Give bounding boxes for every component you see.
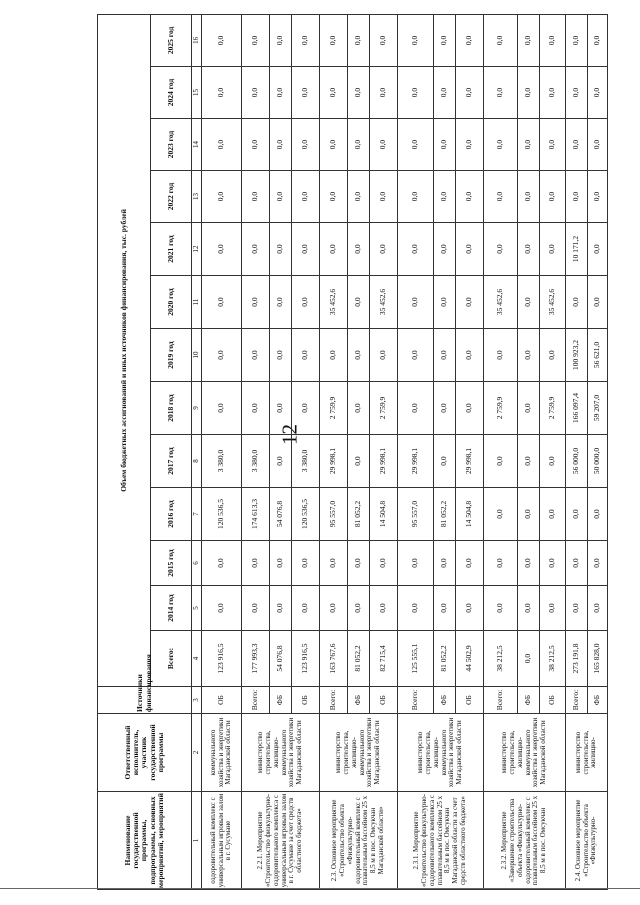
year-value-cell: 0,0 — [456, 171, 484, 223]
year-value-cell: 0,0 — [202, 586, 242, 631]
header-year: 2025 год — [151, 14, 192, 66]
year-value-cell: 35 452,6 — [320, 276, 348, 329]
year-value-cell: 0,0 — [370, 119, 398, 171]
year-value-cell: 0,0 — [540, 435, 566, 488]
year-value-cell: 59 207,0 — [588, 382, 608, 435]
year-value-cell: 0,0 — [292, 14, 320, 66]
year-value-cell: 0,0 — [242, 541, 270, 586]
financing-table — [97, 14, 608, 890]
year-value-cell: 14 504,8 — [456, 488, 484, 541]
year-value-cell: 0,0 — [292, 276, 320, 329]
year-value-cell: 0,0 — [270, 119, 292, 171]
year-value-cell: 0,0 — [518, 67, 540, 119]
source-cell: ФБ — [588, 687, 608, 714]
year-value-cell: 120 536,5 — [202, 488, 242, 541]
header-year: 2024 год — [151, 67, 192, 119]
column-number: 12 — [192, 223, 202, 276]
total-value-cell: 82 715,4 — [370, 631, 398, 687]
column-number: 15 — [192, 67, 202, 119]
year-value-cell: 0,0 — [456, 541, 484, 586]
year-value-cell: 0,0 — [320, 14, 348, 66]
total-value-cell: 125 555,1 — [398, 631, 434, 687]
year-value-cell: 0,0 — [292, 171, 320, 223]
year-value-cell: 0,0 — [540, 119, 566, 171]
year-value-cell: 0,0 — [588, 586, 608, 631]
year-value-cell: 0,0 — [348, 435, 370, 488]
year-value-cell: 0,0 — [518, 171, 540, 223]
year-value-cell: 0,0 — [348, 67, 370, 119]
year-value-cell: 0,0 — [518, 488, 540, 541]
year-value-cell: 0,0 — [434, 586, 456, 631]
header-name: Наименование государственной программы, подпрограммы, основных мероприятий, мероприятий — [98, 792, 192, 890]
year-value-cell: 3 380,0 — [292, 435, 320, 488]
year-value-cell: 0,0 — [242, 14, 270, 66]
year-value-cell: 0,0 — [540, 586, 566, 631]
year-value-cell: 0,0 — [456, 586, 484, 631]
year-value-cell: 0,0 — [484, 541, 518, 586]
year-value-cell: 0,0 — [270, 435, 292, 488]
total-value-cell: 273 191,8 — [566, 631, 588, 687]
year-value-cell: 0,0 — [484, 223, 518, 276]
year-value-cell: 0,0 — [456, 329, 484, 382]
source-cell: Всего: — [242, 687, 270, 714]
year-value-cell: 0,0 — [566, 171, 588, 223]
year-value-cell: 0,0 — [540, 67, 566, 119]
table-body — [202, 14, 608, 889]
table-row — [320, 14, 348, 889]
total-value-cell: 163 767,6 — [320, 631, 348, 687]
year-value-cell: 0,0 — [456, 14, 484, 66]
year-value-cell: 100 923,2 — [566, 329, 588, 382]
column-number: 10 — [192, 329, 202, 382]
year-value-cell: 0,0 — [348, 171, 370, 223]
year-value-cell: 0,0 — [320, 541, 348, 586]
year-value-cell: 0,0 — [348, 119, 370, 171]
year-value-cell: 0,0 — [348, 541, 370, 586]
program-name-cell: 2.3. Основное мероприятие «Строительство объекта «Физкультурно-оздоровительный комплекс с плавательным бассейном 25 х 8,5 м в пос. Омсукчан Магаданской области» — [320, 792, 398, 890]
year-value-cell: 0,0 — [566, 488, 588, 541]
responsible-cell: министерство строительства, жилищно-коммунального хозяйства и энергетики Магаданской области — [398, 714, 484, 792]
year-value-cell: 0,0 — [202, 171, 242, 223]
page-number: 12 — [277, 424, 302, 445]
header-year: 2022 год — [151, 171, 192, 223]
source-cell: ОБ — [456, 687, 484, 714]
year-value-cell: 0,0 — [242, 382, 270, 435]
year-value-cell: 0,0 — [540, 223, 566, 276]
year-value-cell: 29 998,1 — [456, 435, 484, 488]
year-value-cell: 0,0 — [202, 329, 242, 382]
year-value-cell: 0,0 — [588, 67, 608, 119]
year-value-cell: 0,0 — [348, 382, 370, 435]
year-value-cell: 0,0 — [456, 382, 484, 435]
column-number: 3 — [192, 687, 202, 714]
year-value-cell: 0,0 — [518, 14, 540, 66]
year-value-cell: 0,0 — [456, 276, 484, 329]
column-number: 9 — [192, 382, 202, 435]
header-year: 2019 год — [151, 329, 192, 382]
table-row — [242, 14, 270, 889]
year-value-cell: 0,0 — [434, 435, 456, 488]
year-value-cell: 0,0 — [398, 541, 434, 586]
year-value-cell: 0,0 — [370, 14, 398, 66]
year-value-cell: 174 613,3 — [242, 488, 270, 541]
year-value-cell: 0,0 — [370, 171, 398, 223]
year-value-cell: 0,0 — [484, 586, 518, 631]
year-value-cell: 0,0 — [370, 329, 398, 382]
header-responsible: Ответственный исполнитель, участник государственной программы — [98, 714, 192, 792]
year-value-cell: 0,0 — [518, 586, 540, 631]
year-value-cell: 0,0 — [484, 329, 518, 382]
year-value-cell: 0,0 — [348, 329, 370, 382]
header-source: Источники финансирования — [98, 687, 192, 714]
year-value-cell: 0,0 — [320, 329, 348, 382]
year-value-cell: 0,0 — [398, 586, 434, 631]
year-value-cell: 0,0 — [202, 382, 242, 435]
year-value-cell: 0,0 — [270, 382, 292, 435]
year-value-cell: 0,0 — [566, 67, 588, 119]
year-value-cell: 0,0 — [242, 329, 270, 382]
total-value-cell: 81 052,2 — [434, 631, 456, 687]
column-number: 11 — [192, 276, 202, 329]
year-value-cell: 35 452,6 — [370, 276, 398, 329]
year-value-cell: 0,0 — [518, 119, 540, 171]
year-value-cell: 54 076,8 — [270, 488, 292, 541]
year-value-cell: 0,0 — [484, 435, 518, 488]
source-cell: ОБ — [540, 687, 566, 714]
header-funding: Объем бюджетных ассигнований и иных источников финансирования, тыс. рублей — [98, 14, 151, 686]
year-value-cell: 2 759,9 — [370, 382, 398, 435]
responsible-cell: министерство строительства, жилищно-коммунального хозяйства и энергетики Магаданской области — [242, 714, 320, 792]
year-value-cell: 10 171,2 — [566, 223, 588, 276]
year-value-cell: 0,0 — [202, 223, 242, 276]
year-value-cell: 0,0 — [518, 276, 540, 329]
year-value-cell: 0,0 — [566, 586, 588, 631]
year-value-cell: 0,0 — [434, 329, 456, 382]
total-value-cell: 165 828,0 — [588, 631, 608, 687]
year-value-cell: 0,0 — [484, 171, 518, 223]
table-row — [566, 14, 588, 889]
responsible-cell: министерство строительства, жилищно-коммунального хозяйства и энергетики Магаданской области — [320, 714, 398, 792]
year-value-cell: 0,0 — [588, 488, 608, 541]
source-cell: ФБ — [434, 687, 456, 714]
year-value-cell: 2 759,9 — [320, 382, 348, 435]
total-value-cell: 44 502,9 — [456, 631, 484, 687]
year-value-cell: 0,0 — [398, 223, 434, 276]
year-value-cell: 0,0 — [202, 67, 242, 119]
year-value-cell: 0,0 — [518, 223, 540, 276]
year-value-cell: 0,0 — [398, 329, 434, 382]
year-value-cell: 0,0 — [370, 586, 398, 631]
column-number: 4 — [192, 631, 202, 687]
year-value-cell: 0,0 — [348, 14, 370, 66]
year-value-cell: 0,0 — [456, 119, 484, 171]
program-name-cell: 2.2.1. Мероприятие «Строительство физкультурно-оздоровительного комплекса с универсальным игровым залом в г. Сусумане за счет средств областного бюджета» — [242, 792, 320, 890]
year-value-cell: 0,0 — [434, 541, 456, 586]
total-value-cell: 123 916,5 — [292, 631, 320, 687]
header-year: 2020 год — [151, 276, 192, 329]
year-value-cell: 0,0 — [348, 586, 370, 631]
year-value-cell: 0,0 — [540, 14, 566, 66]
year-value-cell: 0,0 — [588, 541, 608, 586]
header-year: 2016 год — [151, 488, 192, 541]
responsible-cell: министерство строительства, жилищно-коммунального хозяйства и энергетики Магаданской области — [484, 714, 566, 792]
year-value-cell: 0,0 — [320, 586, 348, 631]
year-value-cell: 81 052,2 — [434, 488, 456, 541]
year-value-cell: 0,0 — [540, 488, 566, 541]
total-value-cell: 38 212,5 — [484, 631, 518, 687]
source-cell: ОБ — [292, 687, 320, 714]
year-value-cell: 0,0 — [270, 329, 292, 382]
header-year: 2018 год — [151, 382, 192, 435]
bottom-rule — [0, 888, 640, 889]
program-name-cell: 2.3.1. Мероприятие «Строительство физкультурно-оздоровительного комплекса с плавательным бассейном 25 х 8,5 м в пос. Омсукчан Магаданской области за счет средств областного бюджета» — [398, 792, 484, 890]
year-value-cell: 0,0 — [484, 488, 518, 541]
header-year: 2014 год — [151, 586, 192, 631]
year-value-cell: 0,0 — [484, 119, 518, 171]
source-cell: Всего: — [320, 687, 348, 714]
year-value-cell: 0,0 — [202, 119, 242, 171]
source-cell: Всего: — [484, 687, 518, 714]
year-value-cell: 0,0 — [540, 171, 566, 223]
year-value-cell: 29 998,1 — [320, 435, 348, 488]
header-year: 2021 год — [151, 223, 192, 276]
year-value-cell: 81 052,2 — [348, 488, 370, 541]
year-value-cell: 0,0 — [456, 67, 484, 119]
header-total: Всего: — [151, 631, 192, 687]
program-name-cell: оздоровительный комплекс с универсальным игровым залом в г. Сусумане — [202, 792, 242, 890]
column-number: 7 — [192, 488, 202, 541]
column-number: 1 — [192, 792, 202, 890]
source-cell: Всего: — [566, 687, 588, 714]
year-value-cell: 3 380,0 — [242, 435, 270, 488]
table-row — [202, 14, 242, 889]
year-value-cell: 0,0 — [370, 67, 398, 119]
source-cell: Всего: — [398, 687, 434, 714]
year-value-cell: 0,0 — [292, 586, 320, 631]
year-value-cell: 0,0 — [292, 541, 320, 586]
year-value-cell: 56 621,0 — [588, 329, 608, 382]
year-value-cell: 0,0 — [398, 276, 434, 329]
year-value-cell: 0,0 — [434, 223, 456, 276]
total-value-cell: 123 916,5 — [202, 631, 242, 687]
year-value-cell: 0,0 — [518, 382, 540, 435]
year-value-cell: 35 452,6 — [540, 276, 566, 329]
year-value-cell: 0,0 — [566, 276, 588, 329]
year-value-cell: 0,0 — [348, 276, 370, 329]
source-cell: ФБ — [270, 687, 292, 714]
year-value-cell: 0,0 — [292, 329, 320, 382]
total-value-cell: 177 993,3 — [242, 631, 270, 687]
year-value-cell: 14 504,8 — [370, 488, 398, 541]
year-value-cell: 0,0 — [434, 171, 456, 223]
year-value-cell: 0,0 — [434, 276, 456, 329]
year-value-cell: 0,0 — [588, 276, 608, 329]
year-value-cell: 0,0 — [398, 119, 434, 171]
year-value-cell: 0,0 — [588, 223, 608, 276]
year-value-cell: 0,0 — [202, 541, 242, 586]
year-value-cell: 0,0 — [566, 14, 588, 66]
header-year: 2015 год — [151, 541, 192, 586]
column-number: 5 — [192, 586, 202, 631]
year-value-cell: 0,0 — [320, 171, 348, 223]
year-value-cell: 0,0 — [518, 435, 540, 488]
year-value-cell: 35 452,6 — [484, 276, 518, 329]
year-value-cell: 0,0 — [320, 119, 348, 171]
year-value-cell: 0,0 — [242, 119, 270, 171]
year-value-cell: 0,0 — [566, 541, 588, 586]
year-value-cell: 0,0 — [242, 586, 270, 631]
source-cell: ФБ — [348, 687, 370, 714]
total-value-cell: 0,0 — [518, 631, 540, 687]
year-value-cell: 0,0 — [292, 119, 320, 171]
year-value-cell: 50 000,0 — [588, 435, 608, 488]
year-value-cell: 0,0 — [398, 382, 434, 435]
year-value-cell: 0,0 — [518, 541, 540, 586]
header-year: 2023 год — [151, 119, 192, 171]
year-value-cell: 0,0 — [348, 223, 370, 276]
year-value-cell: 0,0 — [540, 541, 566, 586]
total-value-cell: 38 212,5 — [540, 631, 566, 687]
year-value-cell: 0,0 — [202, 14, 242, 66]
year-value-cell: 0,0 — [242, 67, 270, 119]
year-value-cell: 0,0 — [540, 329, 566, 382]
program-name-cell: 2.3.2. Мероприятие «Завершение строительства объекта «Физкультурно-оздоровительный комплекс с плавательным бассейном 25 х 8,5 м в пос. Омсукчан — [484, 792, 566, 890]
year-value-cell: 95 557,0 — [320, 488, 348, 541]
year-value-cell: 0,0 — [270, 223, 292, 276]
year-value-cell: 120 536,5 — [292, 488, 320, 541]
responsible-cell: коммунального хозяйства и энергетики Магаданской области — [202, 714, 242, 792]
year-value-cell: 0,0 — [398, 14, 434, 66]
year-value-cell: 29 998,1 — [398, 435, 434, 488]
year-value-cell: 0,0 — [434, 119, 456, 171]
source-cell: ОБ — [202, 687, 242, 714]
column-number: 8 — [192, 435, 202, 488]
year-value-cell: 0,0 — [270, 171, 292, 223]
total-value-cell: 54 076,8 — [270, 631, 292, 687]
column-number: 13 — [192, 171, 202, 223]
year-value-cell: 0,0 — [270, 14, 292, 66]
table-row — [398, 14, 434, 889]
source-cell: ОБ — [370, 687, 398, 714]
year-value-cell: 2 759,9 — [484, 382, 518, 435]
year-value-cell: 0,0 — [456, 223, 484, 276]
year-value-cell: 3 380,0 — [202, 435, 242, 488]
year-value-cell: 0,0 — [398, 67, 434, 119]
year-value-cell: 0,0 — [320, 67, 348, 119]
year-value-cell: 0,0 — [566, 119, 588, 171]
year-value-cell: 0,0 — [242, 171, 270, 223]
column-number: 14 — [192, 119, 202, 171]
year-value-cell: 0,0 — [434, 382, 456, 435]
year-value-cell: 0,0 — [484, 14, 518, 66]
year-value-cell: 0,0 — [292, 67, 320, 119]
year-value-cell: 0,0 — [588, 14, 608, 66]
year-value-cell: 0,0 — [202, 276, 242, 329]
column-number: 6 — [192, 541, 202, 586]
year-value-cell: 0,0 — [242, 276, 270, 329]
header-year: 2017 год — [151, 435, 192, 488]
year-value-cell: 0,0 — [588, 171, 608, 223]
year-value-cell: 0,0 — [588, 119, 608, 171]
year-value-cell: 2 759,9 — [540, 382, 566, 435]
year-value-cell: 29 998,1 — [370, 435, 398, 488]
year-value-cell: 166 097,4 — [566, 382, 588, 435]
year-value-cell: 56 000,0 — [566, 435, 588, 488]
year-value-cell: 0,0 — [484, 67, 518, 119]
total-value-cell: 81 052,2 — [348, 631, 370, 687]
year-value-cell: 0,0 — [270, 276, 292, 329]
year-value-cell: 0,0 — [292, 223, 320, 276]
table-row — [484, 14, 518, 889]
source-cell: ФБ — [518, 687, 540, 714]
column-number: 2 — [192, 714, 202, 792]
year-value-cell: 0,0 — [434, 67, 456, 119]
year-value-cell: 0,0 — [270, 586, 292, 631]
year-value-cell: 0,0 — [320, 223, 348, 276]
year-value-cell: 95 557,0 — [398, 488, 434, 541]
responsible-cell: министерство строительства, жилищно- — [566, 714, 608, 792]
year-value-cell: 0,0 — [398, 171, 434, 223]
year-value-cell: 0,0 — [370, 223, 398, 276]
year-value-cell: 0,0 — [518, 329, 540, 382]
column-number: 16 — [192, 14, 202, 66]
rotated-table-container — [97, 15, 602, 890]
year-value-cell: 0,0 — [292, 382, 320, 435]
year-value-cell: 0,0 — [242, 223, 270, 276]
year-value-cell: 0,0 — [434, 14, 456, 66]
program-name-cell: 2.4. Основное мероприятие «Строительство объекта «Физкультурно- — [566, 792, 608, 890]
year-value-cell: 0,0 — [270, 541, 292, 586]
year-value-cell: 0,0 — [270, 67, 292, 119]
year-value-cell: 0,0 — [370, 541, 398, 586]
